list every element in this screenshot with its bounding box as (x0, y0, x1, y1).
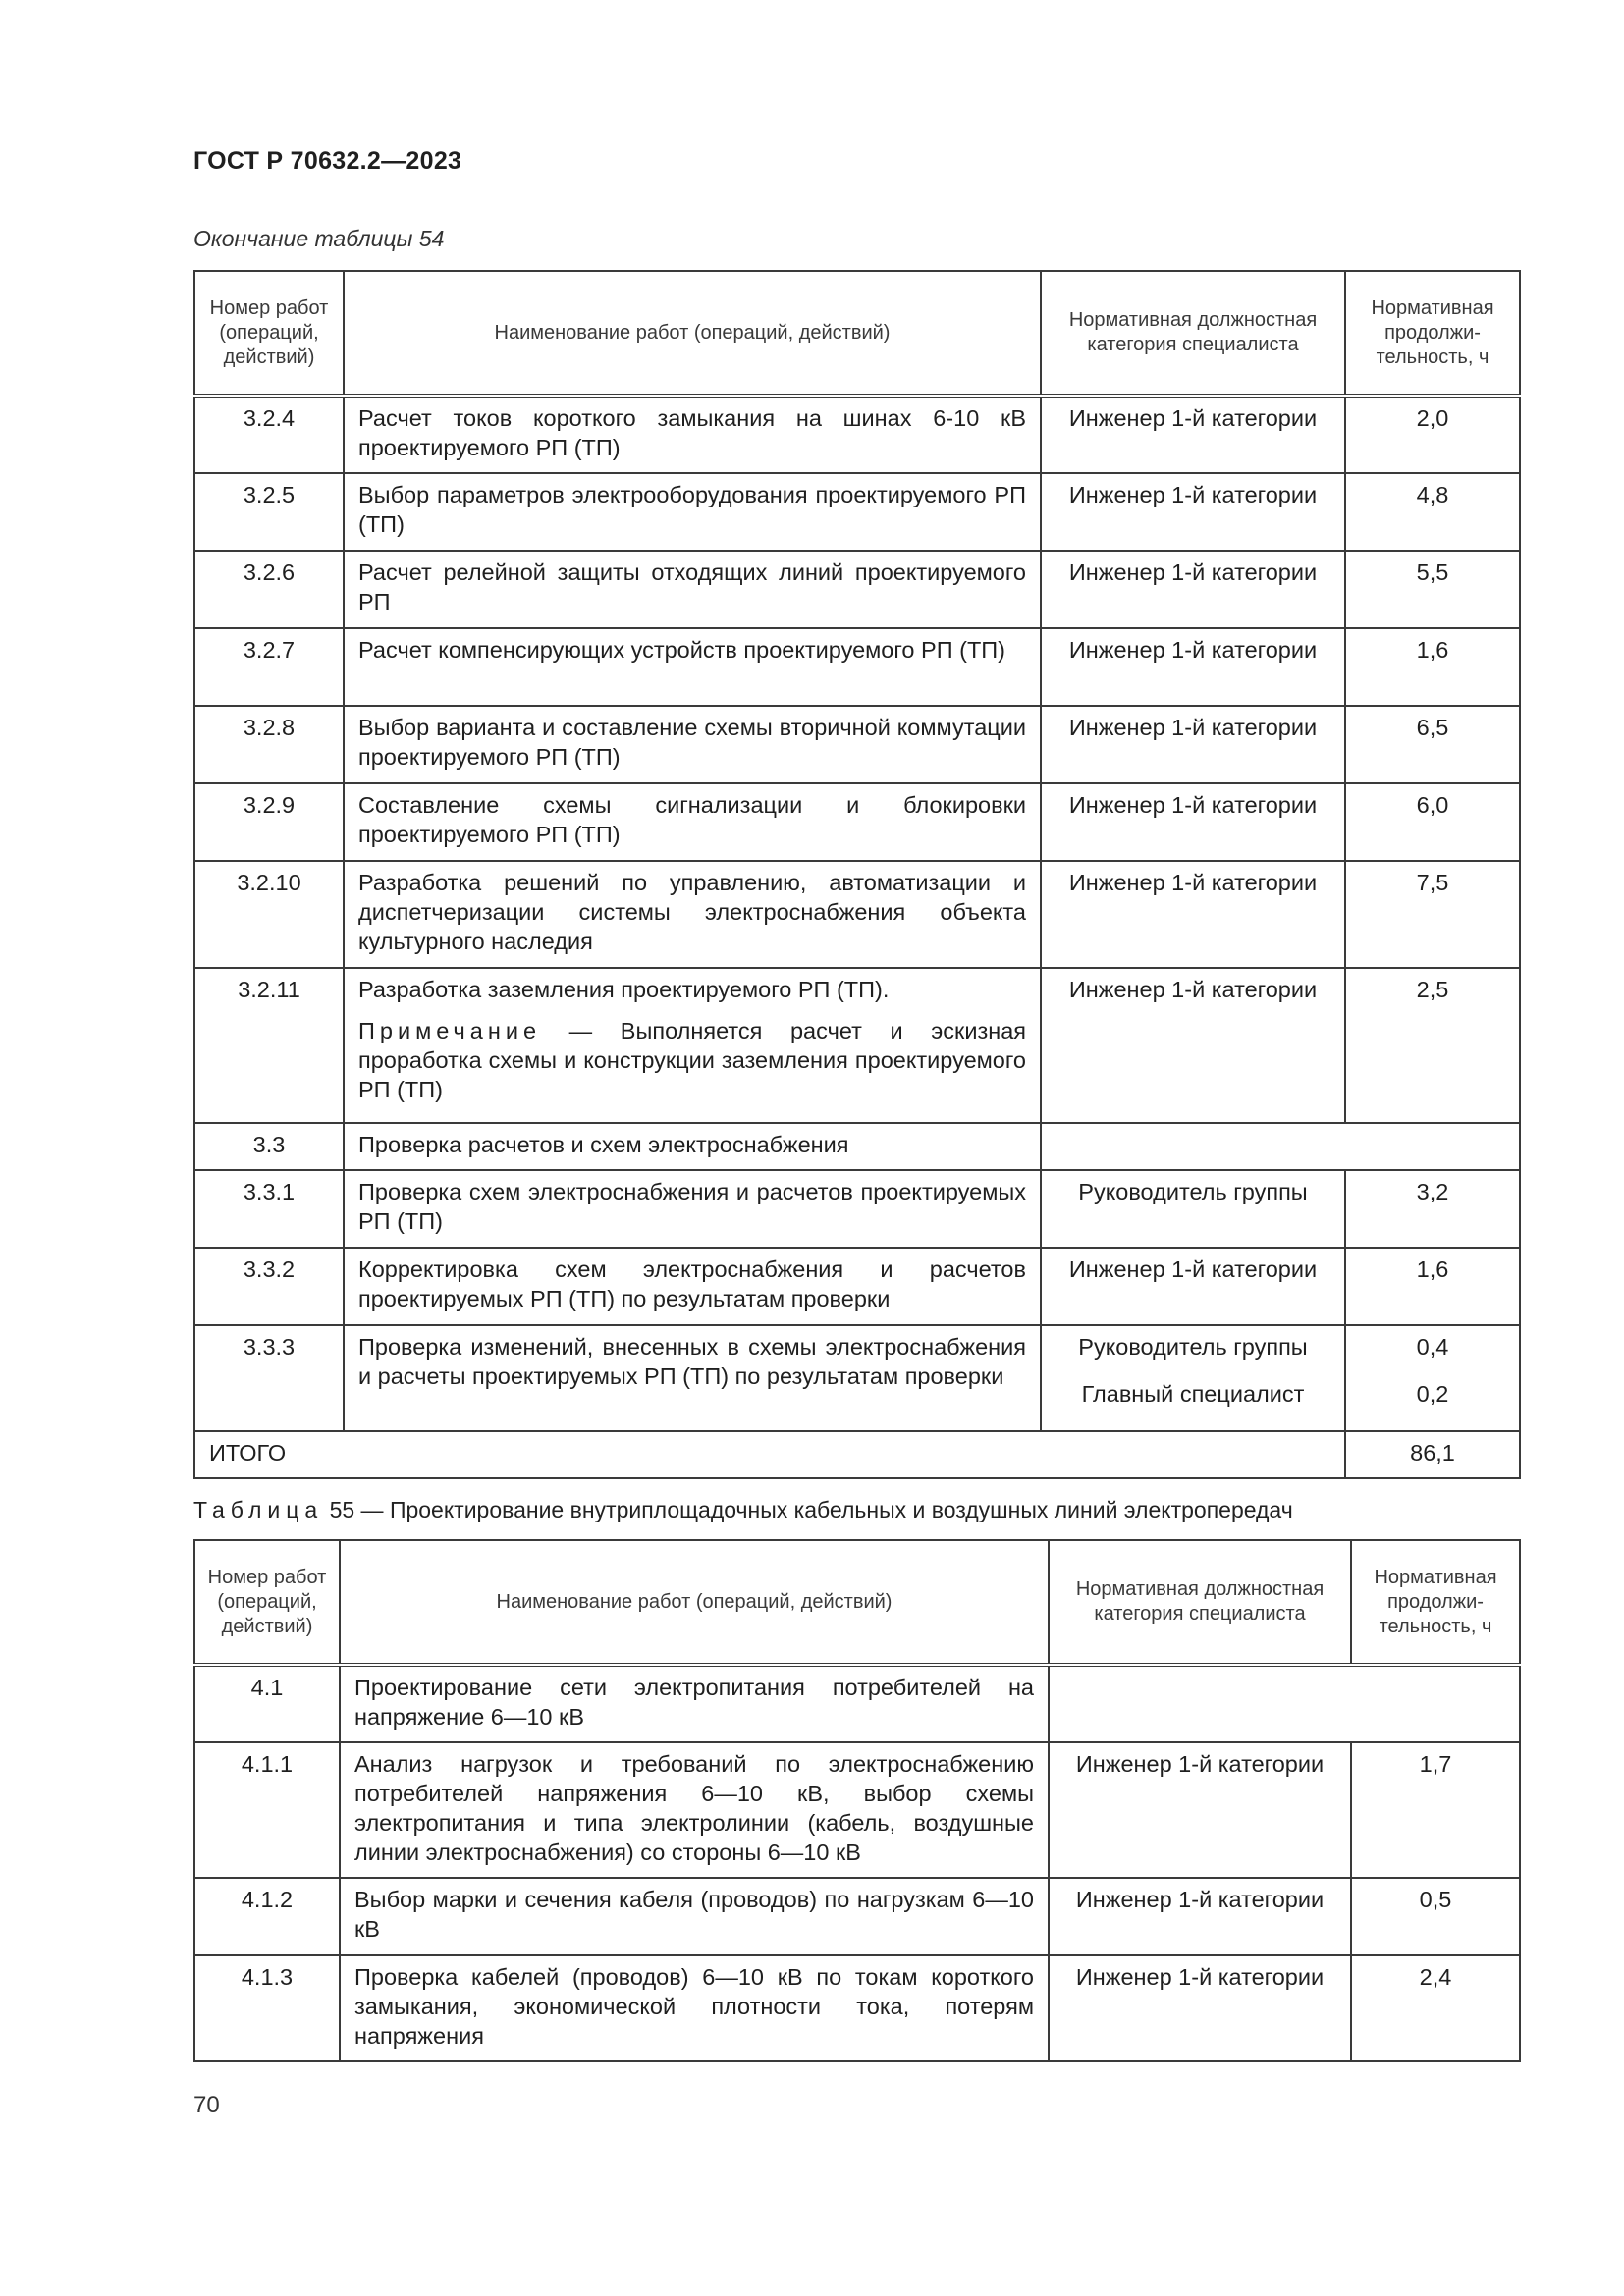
table-row (194, 1955, 1520, 2061)
row-number: 3.3.1 (194, 1170, 344, 1248)
row-duration: 2,0 (1345, 396, 1520, 473)
column-header-name: Наименование работ (операций, действий) (340, 1540, 1049, 1665)
note-label: Примечание (358, 1018, 542, 1043)
row-number: 3.2.6 (194, 551, 344, 628)
row-number: 4.1.1 (194, 1742, 340, 1878)
row-duration-stack (1345, 1325, 1520, 1431)
row-duration: 0,4 (1416, 1334, 1449, 1360)
table-header-row (194, 1540, 1520, 1665)
row-name: Проверка расчетов и схем электроснабжения (344, 1123, 1041, 1170)
row-duration: 6,0 (1345, 783, 1520, 861)
table-header-row (194, 271, 1520, 396)
table-section-row (194, 1123, 1520, 1170)
row-name: Составление схемы сигнализации и блокировки проектируемого РП (ТП) (344, 783, 1041, 861)
table-54-caption: Окончание таблицы 54 (193, 226, 445, 251)
table-row (194, 551, 1520, 628)
column-header-duration: Нормативная продолжи-тельность, ч (1351, 1540, 1520, 1665)
column-header-name: Наименование работ (операций, действий) (344, 271, 1041, 396)
table-row (194, 783, 1520, 861)
column-header-number: Номер работ (операций, действий) (194, 1540, 340, 1665)
row-duration: 6,5 (1345, 706, 1520, 783)
row-role: Инженер 1-й категории (1041, 551, 1345, 628)
row-name: Разработка решений по управлению, автоматизации и диспетчеризации системы электроснабжения объекта культурного наследия (344, 861, 1041, 968)
table-55-caption-text: 55 — Проектирование внутриплощадочных кабельных и воздушных линий электропередач (323, 1497, 1293, 1522)
row-role-stack (1041, 1325, 1345, 1431)
row-role: Инженер 1-й категории (1049, 1742, 1351, 1878)
row-role: Инженер 1-й категории (1041, 968, 1345, 1123)
row-duration: 2,5 (1345, 968, 1520, 1123)
table-55-caption (193, 1497, 1293, 1523)
row-name: Анализ нагрузок и требований по электроснабжению потребителей напряжения 6—10 кВ, выбор схемы электропитания и типа электролинии (кабель, воздушные линии электроснабжения) со стороны 6—10 кВ (340, 1742, 1049, 1878)
column-header-role: Нормативная должностная категория специалиста (1049, 1540, 1351, 1665)
empty-cell (1041, 1123, 1520, 1170)
column-header-duration: Нормативная продолжи-тельность, ч (1345, 271, 1520, 396)
row-number: 4.1.3 (194, 1955, 340, 2061)
row-number: 3.2.9 (194, 783, 344, 861)
table-row (194, 968, 1520, 1123)
table-row (194, 396, 1520, 473)
row-number: 3.2.8 (194, 706, 344, 783)
total-label: ИТОГО (194, 1431, 1345, 1478)
table-row (194, 706, 1520, 783)
note-text: — Выполняется расчет и эскизная проработка схемы и конструкции заземления проектируемого РП (ТП) (358, 1018, 1026, 1102)
table-row (194, 628, 1520, 706)
row-name: Расчет токов короткого замыкания на шинах 6-10 кВ проектируемого РП (ТП) (344, 396, 1041, 473)
table-row (194, 1878, 1520, 1955)
table-section-row (194, 1665, 1520, 1742)
table-row (194, 1742, 1520, 1878)
row-duration: 0,5 (1351, 1878, 1520, 1955)
total-row (194, 1431, 1520, 1478)
table-row (194, 1170, 1520, 1248)
table-54 (193, 270, 1521, 1479)
row-duration: 3,2 (1345, 1170, 1520, 1248)
row-name: Проверка изменений, внесенных в схемы электроснабжения и расчеты проектируемых РП (ТП) по результатам проверки (344, 1325, 1041, 1431)
row-role: Инженер 1-й категории (1049, 1955, 1351, 2061)
empty-cell (1049, 1665, 1520, 1742)
row-number: 3.2.11 (194, 968, 344, 1123)
row-number: 3.2.7 (194, 628, 344, 706)
row-role: Инженер 1-й категории (1041, 473, 1345, 551)
total-value: 86,1 (1345, 1431, 1520, 1478)
row-number: 3.2.10 (194, 861, 344, 968)
row-name: Выбор марки и сечения кабеля (проводов) по нагрузкам 6—10 кВ (340, 1878, 1049, 1955)
row-duration: 1,6 (1345, 628, 1520, 706)
row-name: Выбор варианта и составление схемы вторичной коммутации проектируемого РП (ТП) (344, 706, 1041, 783)
row-name: Проверка кабелей (проводов) 6—10 кВ по токам короткого замыкания, экономической плотности тока, потерям напряжения (340, 1955, 1049, 2061)
table-55-caption-label: Таблица (193, 1497, 324, 1522)
row-duration: 5,5 (1345, 551, 1520, 628)
row-duration: 1,6 (1345, 1248, 1520, 1325)
row-name: Корректировка схем электроснабжения и расчетов проектируемых РП (ТП) по результатам проверки (344, 1248, 1041, 1325)
row-number: 3.3 (194, 1123, 344, 1170)
row-role: Инженер 1-й категории (1041, 706, 1345, 783)
row-role: Инженер 1-й категории (1041, 1248, 1345, 1325)
row-name-with-note (344, 968, 1041, 1123)
table-row (194, 473, 1520, 551)
row-name: Расчет релейной защиты отходящих линий проектируемого РП (344, 551, 1041, 628)
row-number: 4.1 (194, 1665, 340, 1742)
row-number: 3.3.2 (194, 1248, 344, 1325)
row-role-secondary: Главный специалист (1081, 1381, 1305, 1407)
row-role: Инженер 1-й категории (1041, 628, 1345, 706)
column-header-role: Нормативная должностная категория специалиста (1041, 271, 1345, 396)
row-duration: 1,7 (1351, 1742, 1520, 1878)
row-note (358, 1016, 1026, 1104)
row-role: Руководитель группы (1041, 1170, 1345, 1248)
table-55 (193, 1539, 1521, 2062)
row-number: 3.2.4 (194, 396, 344, 473)
row-number: 3.3.3 (194, 1325, 344, 1431)
column-header-number: Номер работ (операций, действий) (194, 271, 344, 396)
row-role: Инженер 1-й категории (1041, 861, 1345, 968)
row-number: 4.1.2 (194, 1878, 340, 1955)
row-name: Проектирование сети электропитания потребителей на напряжение 6—10 кВ (340, 1665, 1049, 1742)
row-role: Руководитель группы (1078, 1334, 1308, 1360)
row-duration: 7,5 (1345, 861, 1520, 968)
row-number: 3.2.5 (194, 473, 344, 551)
row-name: Разработка заземления проектируемого РП (ТП). (358, 977, 890, 1002)
row-role: Инженер 1-й категории (1049, 1878, 1351, 1955)
table-row (194, 1325, 1520, 1431)
row-name: Расчет компенсирующих устройств проектируемого РП (ТП) (344, 628, 1041, 706)
table-row (194, 861, 1520, 968)
row-name: Проверка схем электроснабжения и расчетов проектируемых РП (ТП) (344, 1170, 1041, 1248)
row-role: Инженер 1-й категории (1041, 396, 1345, 473)
row-duration: 4,8 (1345, 473, 1520, 551)
row-duration-secondary: 0,2 (1416, 1381, 1449, 1407)
row-role: Инженер 1-й категории (1041, 783, 1345, 861)
document-number: ГОСТ Р 70632.2—2023 (193, 147, 462, 175)
row-name: Выбор параметров электрооборудования проектируемого РП (ТП) (344, 473, 1041, 551)
row-duration: 2,4 (1351, 1955, 1520, 2061)
table-row (194, 1248, 1520, 1325)
page-number: 70 (193, 2092, 220, 2118)
